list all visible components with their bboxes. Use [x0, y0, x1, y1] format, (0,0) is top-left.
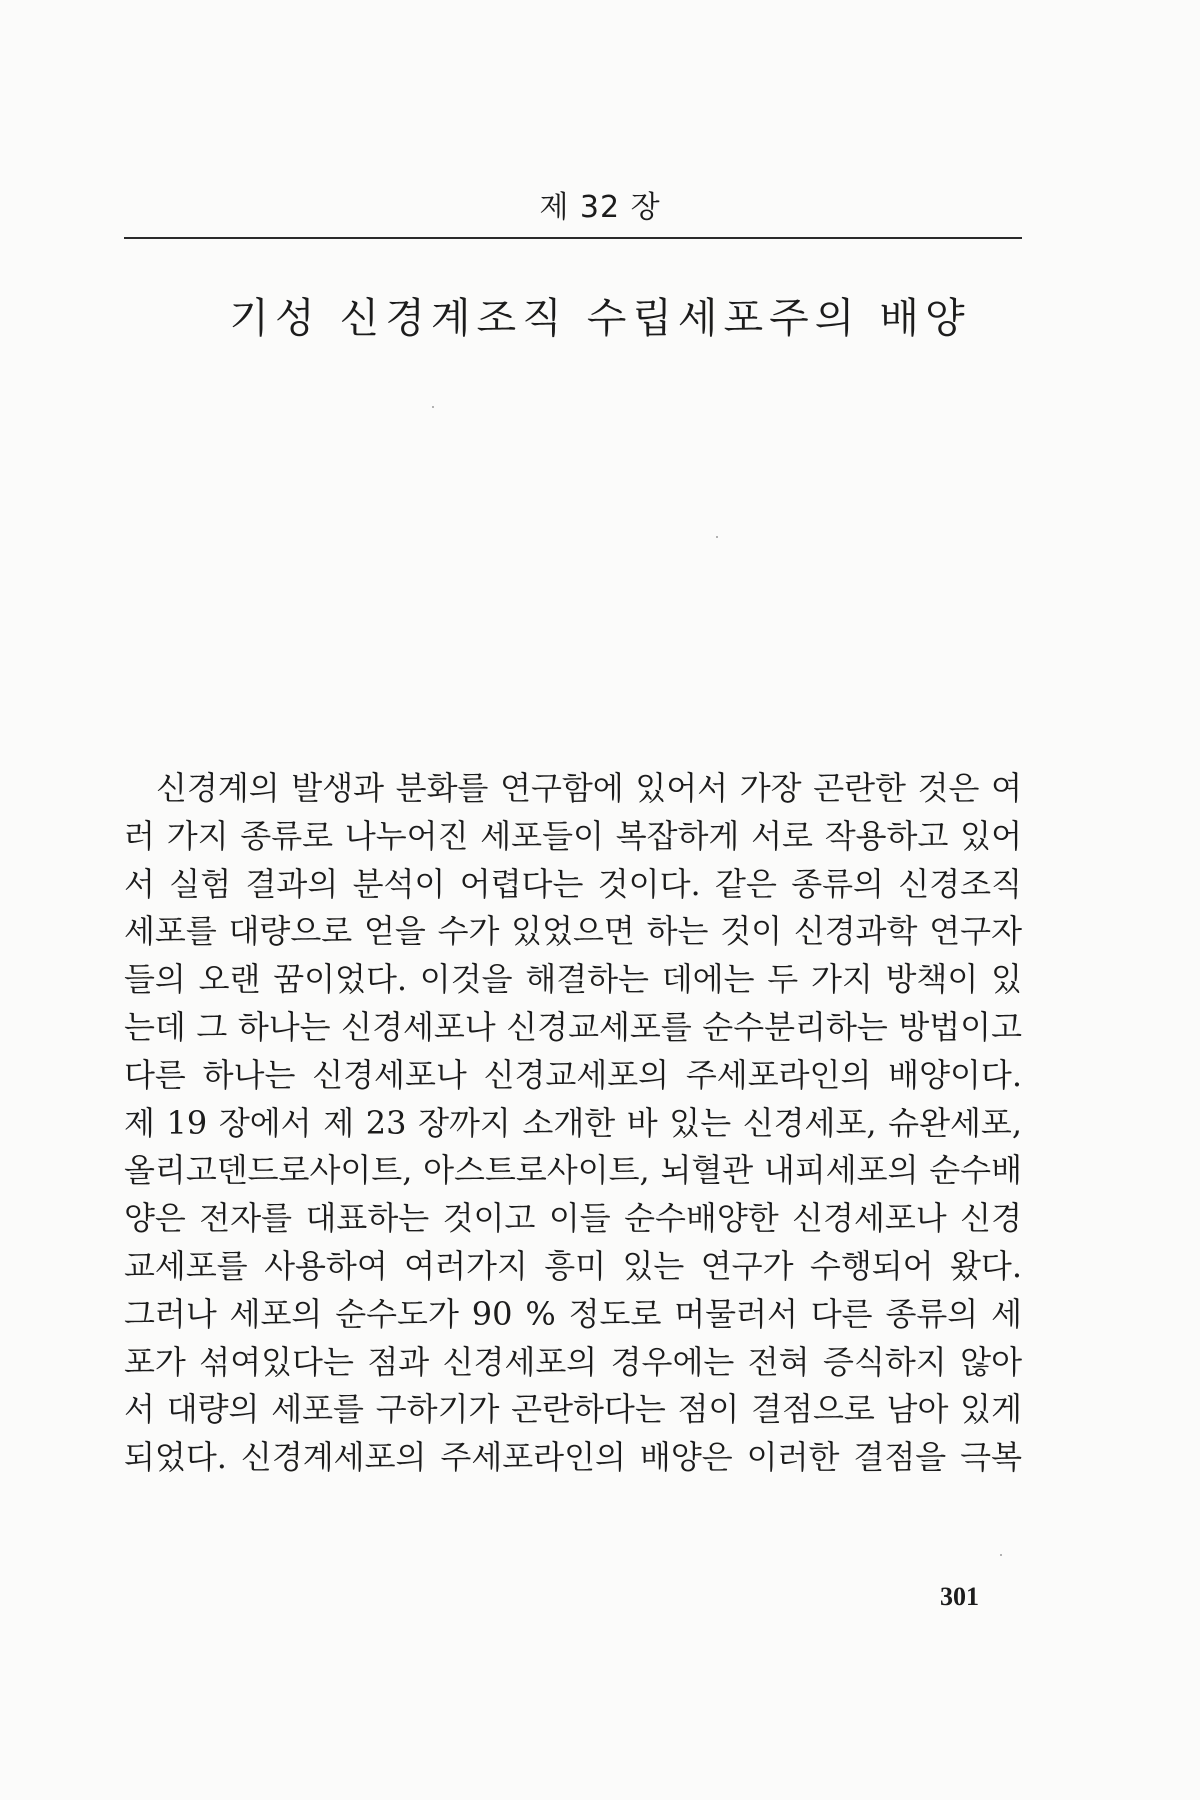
body-line: 올리고덴드로사이트, 아스트로사이트, 뇌혈관 내피세포의 순수배 — [124, 1151, 1022, 1190]
body-line: 포가 섞여있다는 점과 신경세포의 경우에는 전혀 증식하지 않아 — [124, 1342, 1022, 1381]
chapter-title: 기성 신경계조직 수립세포주의 배양 — [229, 294, 971, 343]
scan-speck — [432, 406, 434, 408]
body-line: 그러나 세포의 순수도가 90 % 정도로 머물러서 다른 종류의 세 — [124, 1294, 1022, 1333]
body-line: 서 대량의 세포를 구하기가 곤란하다는 점이 결점으로 남아 있게 — [124, 1390, 1022, 1429]
body-line: 신경계의 발생과 분화를 연구함에 있어서 가장 곤란한 것은 여 — [156, 769, 1022, 807]
body-line: 양은 전자를 대표하는 것이고 이들 순수배양한 신경세포나 신경 — [124, 1199, 1022, 1238]
body-line: 다른 하나는 신경세포나 신경교세포의 주세포라인의 배양이다. — [124, 1055, 1022, 1094]
body-line: 들의 오랜 꿈이었다. 이것을 해결하는 데에는 두 가지 방책이 있 — [124, 960, 1022, 999]
body-line: 서 실험 결과의 분석이 어렵다는 것이다. 같은 종류의 신경조직 — [124, 864, 1022, 903]
title-divider — [124, 237, 1022, 239]
scan-speck — [1000, 1554, 1002, 1556]
body-line: 교세포를 사용하여 여러가지 흥미 있는 연구가 수행되어 왔다. — [124, 1246, 1022, 1285]
chapter-label: 제 32 장 — [539, 190, 661, 225]
scan-speck — [716, 536, 718, 538]
body-line: 는데 그 하나는 신경세포나 신경교세포를 순수분리하는 방법이고 — [124, 1007, 1022, 1046]
body-line: 제 19 장에서 제 23 장까지 소개한 바 있는 신경세포, 슈완세포, — [124, 1103, 1022, 1142]
page-number: 301 — [940, 1582, 979, 1611]
body-line: 러 가지 종류로 나누어진 세포들이 복잡하게 서로 작용하고 있어 — [124, 816, 1022, 855]
body-line: 되었다. 신경계세포의 주세포라인의 배양은 이러한 결점을 극복 — [124, 1438, 1022, 1477]
body-line: 세포를 대량으로 얻을 수가 있었으면 하는 것이 신경과학 연구자 — [124, 912, 1022, 951]
body-paragraph — [124, 765, 1022, 1482]
